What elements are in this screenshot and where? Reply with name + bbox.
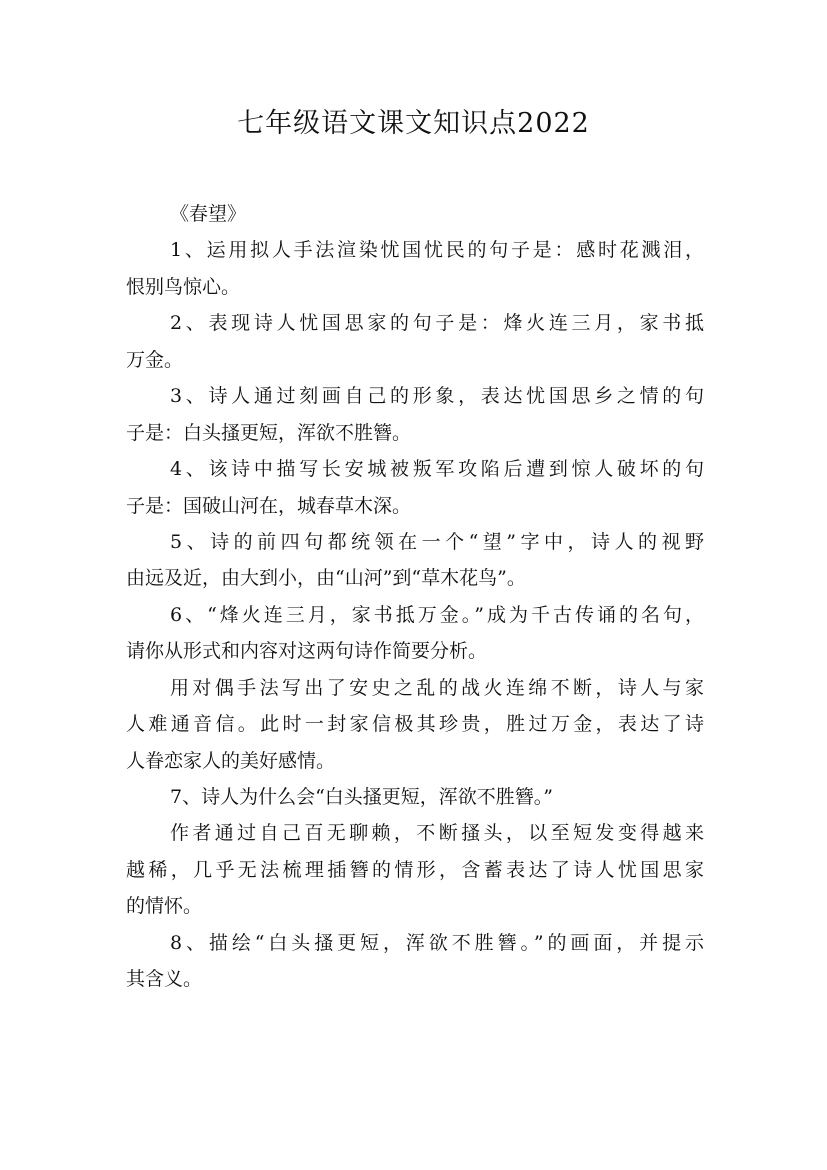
text-line: 2、表现诗人忧国思家的句子是：烽火连三月，家书抵 (170, 312, 704, 335)
text-line: 请你从形式和内容对这两句诗作简要分析。 (126, 640, 488, 663)
text-line: 7、诗人为什么会“白头搔更短，浑欲不胜簪。” (170, 786, 554, 808)
document-title: 七年级语文课文知识点2022 (237, 108, 590, 139)
text-line: 用对偶手法写出了安史之乱的战火连绵不断，诗人与家 (170, 676, 704, 699)
text-line: 《春望》 (170, 203, 247, 225)
text-line: 子是：白头搔更短，浑欲不胜簪。 (126, 421, 412, 444)
text-line: 其含义。 (126, 968, 203, 991)
document-body (126, 196, 704, 998)
text-line: 作者通过自己百无聊赖，不断搔头，以至短发变得越来 (170, 822, 704, 845)
text-line: 的情怀。 (126, 895, 203, 918)
text-line: 越稀，几乎无法梳理插簪的情形，含蓄表达了诗人忧国思家 (126, 858, 704, 881)
text-line: 4、该诗中描写长安城被叛军攻陷后遭到惊人破坏的句 (170, 458, 704, 481)
text-line: 5、诗的前四句都统领在一个“望”字中，诗人的视野 (170, 530, 704, 553)
text-line: 子是：国破山河在，城春草木深。 (126, 494, 412, 517)
text-line: 1、运用拟人手法渲染忧国忧民的句子是：感时花溅泪， (170, 239, 704, 262)
text-line: 恨别鸟惊心。 (126, 275, 241, 298)
text-line: 人难通音信。此时一封家信极其珍贵，胜过万金，表达了诗 (126, 713, 704, 736)
text-line: 人眷恋家人的美好感情。 (126, 749, 336, 772)
text-line: 6、“烽火连三月，家书抵万金。”成为千古传诵的名句， (170, 603, 704, 626)
text-line: 万金。 (126, 348, 184, 371)
text-line: 3、诗人通过刻画自己的形象，表达忧国思乡之情的句 (170, 385, 704, 408)
text-line: 由远及近，由大到小，由“山河”到“草木花鸟”。 (126, 567, 526, 590)
text-line: 8、描绘“白头搔更短，浑欲不胜簪。”的画面，并提示 (170, 931, 704, 954)
